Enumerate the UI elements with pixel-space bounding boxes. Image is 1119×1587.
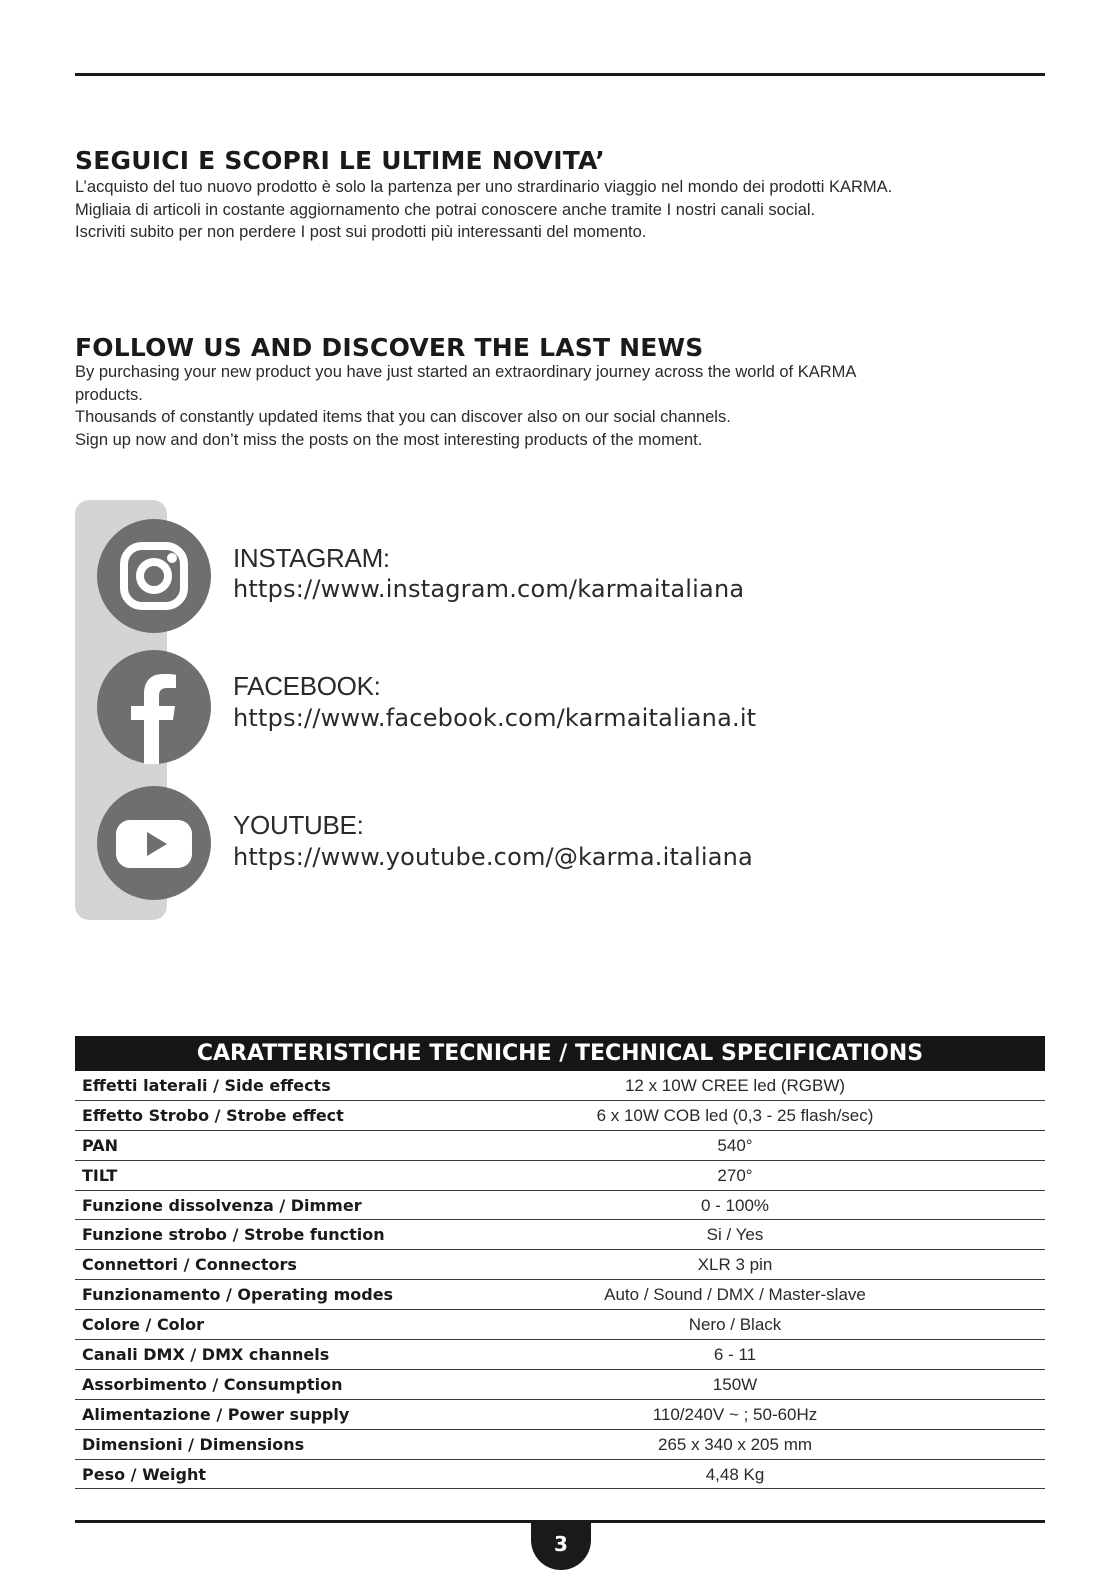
- english-line: products.: [75, 385, 143, 404]
- spec-label: Dimensioni / Dimensions: [82, 1434, 305, 1454]
- facebook-label: FACEBOOK:: [233, 671, 381, 701]
- spec-row: [75, 1161, 1045, 1191]
- spec-label: Assorbimento / Consumption: [82, 1374, 343, 1394]
- spec-row: [75, 1220, 1045, 1250]
- italian-paragraph: [75, 176, 1045, 244]
- italian-line: L’acquisto del tuo nuovo prodotto è solo la partenza per uno strardinario viaggio nel mondo dei prodotti KARMA.: [75, 178, 893, 196]
- spec-row: [75, 1280, 1045, 1310]
- spec-label: Funzionamento / Operating modes: [82, 1285, 394, 1305]
- spec-row: [75, 1310, 1045, 1340]
- spec-value: 6 - 11: [713, 1345, 757, 1365]
- facebook-icon: [97, 650, 211, 764]
- youtube-icon: [97, 786, 211, 900]
- instagram-icon: [97, 519, 211, 633]
- youtube-url[interactable]: https://www.youtube.com/@karma.italiana: [233, 843, 753, 871]
- spec-row: [75, 1071, 1045, 1101]
- english-line: By purchasing your new product you have just started an extraordinary journey across the world of KARMA: [75, 363, 857, 381]
- spec-value: 12 x 10W CREE led (RGBW): [624, 1076, 846, 1095]
- spec-value: 265 x 340 x 205 mm: [657, 1434, 813, 1454]
- spec-label: Connettori / Connectors: [82, 1255, 297, 1275]
- spec-value: 110/240V ~ ; 50-60Hz: [652, 1404, 818, 1424]
- spec-value: Auto / Sound / DMX / Master-slave: [604, 1285, 866, 1305]
- spec-row: [75, 1400, 1045, 1430]
- youtube-label: YOUTUBE:: [233, 810, 364, 840]
- specifications-header: CARATTERISTICHE TECNICHE / TECHNICAL SPECIFICATIONS: [75, 1036, 1045, 1071]
- spec-row: [75, 1460, 1045, 1490]
- spec-label: Peso / Weight: [82, 1464, 206, 1484]
- spec-value: 270°: [717, 1165, 753, 1185]
- spec-label: Canali DMX / DMX channels: [82, 1345, 330, 1365]
- spec-value: 0 - 100%: [700, 1195, 770, 1215]
- spec-value: XLR 3 pin: [697, 1255, 773, 1275]
- top-divider: [75, 73, 1045, 76]
- instagram-url[interactable]: https://www.instagram.com/karmaitaliana: [233, 575, 745, 603]
- spec-value: 540°: [717, 1135, 753, 1155]
- spec-label: Effetto Strobo / Strobe effect: [82, 1105, 344, 1125]
- instagram-label: INSTAGRAM:: [233, 543, 390, 573]
- spec-row: [75, 1340, 1045, 1370]
- spec-value: 4,48 Kg: [705, 1464, 765, 1484]
- technical-specifications-table: [75, 1036, 1045, 1489]
- english-section-title: FOLLOW US AND DISCOVER THE LAST NEWS: [75, 333, 704, 362]
- spec-value: Si / Yes: [706, 1225, 764, 1245]
- spec-label: Alimentazione / Power supply: [82, 1404, 350, 1424]
- spec-value: Nero / Black: [688, 1315, 782, 1335]
- spec-label: Colore / Color: [82, 1315, 205, 1335]
- italian-line: Iscriviti subito per non perdere I post sui prodotti più interessanti del momento.: [75, 223, 647, 241]
- spec-label: PAN: [82, 1135, 119, 1155]
- facebook-url[interactable]: https://www.facebook.com/karmaitaliana.it: [233, 704, 757, 732]
- english-line: Thousands of constantly updated items that you can discover also on our social channels.: [75, 408, 731, 426]
- spec-value: 6 x 10W COB led (0,3 - 25 flash/sec): [596, 1105, 874, 1125]
- italian-line: Migliaia di articoli in costante aggiornamento che potrai conoscere anche tramite I nostri canali social.: [75, 200, 816, 219]
- spec-label: TILT: [82, 1165, 118, 1185]
- spec-label: Funzione dissolvenza / Dimmer: [82, 1195, 362, 1215]
- spec-label: Funzione strobo / Strobe function: [82, 1225, 385, 1245]
- spec-row: [75, 1191, 1045, 1221]
- spec-label: Effetti laterali / Side effects: [82, 1076, 331, 1095]
- spec-row: [75, 1370, 1045, 1400]
- spec-row: [75, 1131, 1045, 1161]
- spec-row: [75, 1101, 1045, 1131]
- english-line: Sign up now and don’t miss the posts on the most interesting products of the moment.: [75, 430, 703, 449]
- spec-value: 150W: [712, 1374, 758, 1394]
- page-number: 3: [531, 1520, 591, 1570]
- spec-row: [75, 1430, 1045, 1460]
- italian-section-title: SEGUICI E SCOPRI LE ULTIME NOVITA’: [75, 146, 605, 175]
- spec-row: [75, 1250, 1045, 1280]
- english-paragraph: [75, 361, 1045, 451]
